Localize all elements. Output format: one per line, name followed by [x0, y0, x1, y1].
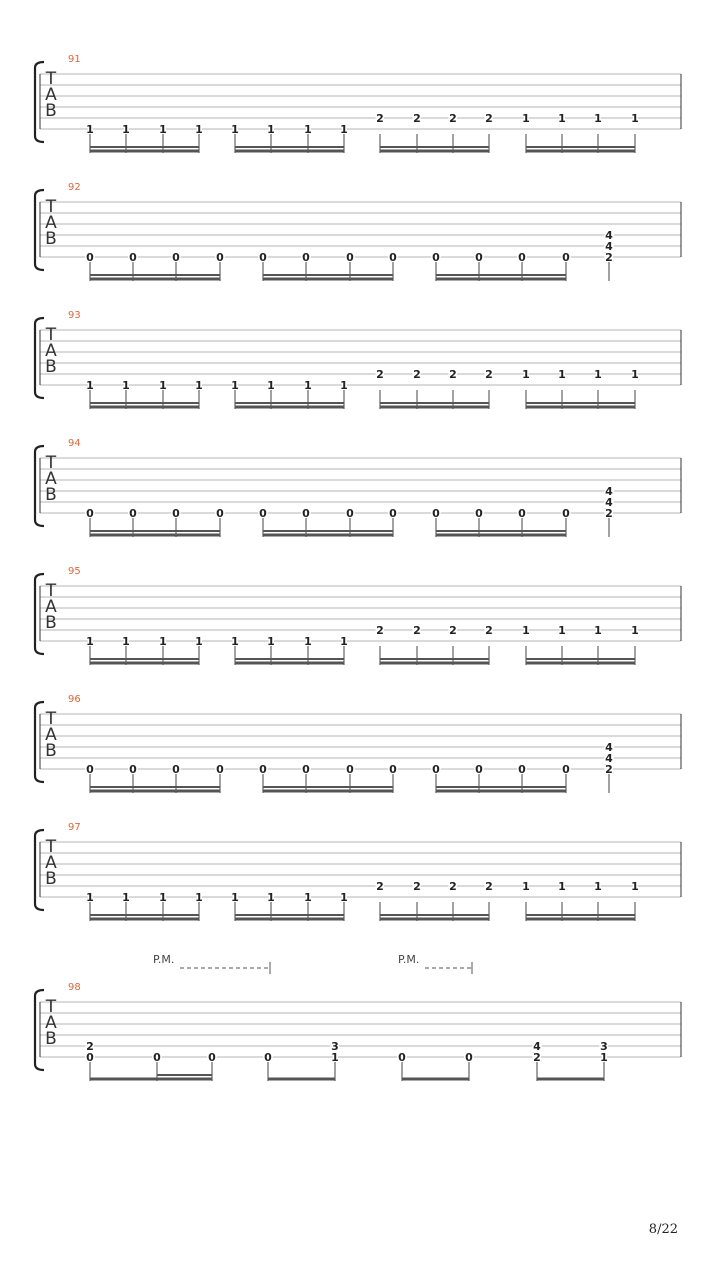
fret-number: 0	[86, 507, 94, 520]
fret-number: 2	[86, 1040, 94, 1053]
fret-number: 2	[376, 880, 384, 893]
fret-number: 0	[475, 507, 483, 520]
measure-number: 94	[68, 438, 81, 449]
fret-number: 1	[558, 368, 566, 381]
tab-clef-letter: T	[45, 709, 57, 729]
fret-number: 2	[376, 624, 384, 637]
fret-number: 1	[522, 880, 530, 893]
tab-clef-letter: A	[45, 597, 57, 617]
fret-number: 0	[302, 763, 310, 776]
fret-number: 4	[533, 1040, 541, 1053]
tab-clef-letter: T	[45, 197, 57, 217]
tab-clef-letter: B	[45, 357, 57, 377]
fret-number: 0	[302, 251, 310, 264]
fret-number: 0	[153, 1051, 161, 1064]
fret-number: 1	[558, 624, 566, 637]
fret-number: 1	[631, 112, 639, 125]
fret-number: 2	[605, 507, 613, 520]
fret-number: 1	[195, 379, 203, 392]
fret-number: 1	[304, 891, 312, 904]
fret-number: 4	[605, 496, 613, 509]
fret-number: 1	[159, 123, 167, 136]
fret-number: 1	[340, 379, 348, 392]
fret-number: 0	[389, 763, 397, 776]
fret-number: 2	[376, 112, 384, 125]
fret-number: 0	[86, 763, 94, 776]
tab-clef-letter: B	[45, 741, 57, 761]
tab-clef-letter: T	[45, 69, 57, 89]
fret-number: 4	[605, 741, 613, 754]
fret-number: 1	[159, 379, 167, 392]
tab-clef-letter: B	[45, 869, 57, 889]
fret-number: 0	[259, 251, 267, 264]
fret-number: 0	[518, 507, 526, 520]
fret-number: 0	[432, 763, 440, 776]
fret-number: 0	[129, 507, 137, 520]
fret-number: 1	[558, 112, 566, 125]
tab-clef-letter: A	[45, 1013, 57, 1033]
fret-number: 0	[346, 507, 354, 520]
fret-number: 1	[86, 379, 94, 392]
fret-number: 2	[413, 368, 421, 381]
fret-number: 1	[231, 123, 239, 136]
fret-number: 2	[413, 880, 421, 893]
fret-number: 1	[331, 1051, 339, 1064]
fret-number: 0	[389, 507, 397, 520]
fret-number: 1	[631, 880, 639, 893]
fret-number: 1	[267, 891, 275, 904]
fret-number: 2	[485, 112, 493, 125]
fret-number: 1	[122, 635, 130, 648]
fret-number: 0	[562, 251, 570, 264]
fret-number: 0	[129, 251, 137, 264]
fret-number: 4	[605, 229, 613, 242]
fret-number: 1	[159, 635, 167, 648]
fret-number: 2	[449, 112, 457, 125]
fret-number: 1	[631, 624, 639, 637]
tab-clef-letter: A	[45, 853, 57, 873]
fret-number: 2	[376, 368, 384, 381]
tab-clef-letter: A	[45, 213, 57, 233]
fret-number: 0	[398, 1051, 406, 1064]
fret-number: 2	[413, 112, 421, 125]
fret-number: 1	[86, 123, 94, 136]
fret-number: 1	[558, 880, 566, 893]
fret-number: 1	[122, 123, 130, 136]
fret-number: 0	[259, 763, 267, 776]
fret-number: 1	[594, 880, 602, 893]
fret-number: 1	[304, 123, 312, 136]
fret-number: 0	[216, 251, 224, 264]
fret-number: 1	[340, 635, 348, 648]
fret-number: 0	[346, 763, 354, 776]
fret-number: 2	[485, 624, 493, 637]
measure-number: 93	[68, 310, 81, 321]
tab-clef-letter: T	[45, 997, 57, 1017]
fret-number: 2	[605, 251, 613, 264]
fret-number: 2	[449, 624, 457, 637]
tab-clef-letter: T	[45, 837, 57, 857]
fret-number: 1	[522, 624, 530, 637]
fret-number: 1	[231, 891, 239, 904]
fret-number: 0	[562, 763, 570, 776]
fret-number: 0	[432, 251, 440, 264]
fret-number: 0	[465, 1051, 473, 1064]
fret-number: 1	[594, 368, 602, 381]
fret-number: 1	[340, 123, 348, 136]
fret-number: 1	[195, 891, 203, 904]
tab-clef-letter: B	[45, 485, 57, 505]
palm-mute-label: P.M.	[153, 953, 175, 966]
fret-number: 0	[302, 507, 310, 520]
palm-mute-label: P.M.	[398, 953, 420, 966]
fret-number: 1	[231, 635, 239, 648]
fret-number: 3	[331, 1040, 339, 1053]
fret-number: 0	[86, 1051, 94, 1064]
fret-number: 1	[231, 379, 239, 392]
fret-number: 2	[605, 763, 613, 776]
tab-clef-letter: T	[45, 453, 57, 473]
fret-number: 1	[159, 891, 167, 904]
tab-clef-letter: B	[45, 1029, 57, 1049]
tab-clef-letter: B	[45, 229, 57, 249]
fret-number: 1	[267, 635, 275, 648]
fret-number: 0	[172, 251, 180, 264]
tab-clef-letter: T	[45, 581, 57, 601]
measure-number: 95	[68, 566, 81, 577]
fret-number: 2	[533, 1051, 541, 1064]
fret-number: 1	[304, 379, 312, 392]
fret-number: 1	[522, 368, 530, 381]
tab-clef-letter: A	[45, 725, 57, 745]
fret-number: 1	[631, 368, 639, 381]
fret-number: 1	[340, 891, 348, 904]
fret-number: 2	[485, 368, 493, 381]
fret-number: 0	[208, 1051, 216, 1064]
tab-clef-letter: A	[45, 85, 57, 105]
fret-number: 1	[594, 112, 602, 125]
fret-number: 2	[449, 368, 457, 381]
fret-number: 0	[172, 507, 180, 520]
fret-number: 1	[594, 624, 602, 637]
tab-clef-letter: A	[45, 341, 57, 361]
tab-clef-letter: A	[45, 469, 57, 489]
fret-number: 1	[267, 123, 275, 136]
fret-number: 1	[267, 379, 275, 392]
tab-clef-letter: B	[45, 101, 57, 121]
fret-number: 0	[562, 507, 570, 520]
fret-number: 0	[216, 507, 224, 520]
tab-clef-letter: T	[45, 325, 57, 345]
measure-number: 97	[68, 822, 81, 833]
fret-number: 0	[86, 251, 94, 264]
fret-number: 1	[522, 112, 530, 125]
fret-number: 0	[475, 251, 483, 264]
fret-number: 2	[449, 880, 457, 893]
fret-number: 0	[346, 251, 354, 264]
measure-number: 96	[68, 694, 81, 705]
fret-number: 4	[605, 485, 613, 498]
fret-number: 1	[195, 635, 203, 648]
fret-number: 1	[122, 379, 130, 392]
fret-number: 1	[600, 1051, 608, 1064]
fret-number: 4	[605, 240, 613, 253]
fret-number: 0	[216, 763, 224, 776]
fret-number: 1	[86, 891, 94, 904]
page-number: 8/22	[648, 1222, 678, 1237]
fret-number: 0	[172, 763, 180, 776]
fret-number: 0	[129, 763, 137, 776]
fret-number: 2	[485, 880, 493, 893]
measure-number: 98	[68, 982, 81, 993]
fret-number: 0	[259, 507, 267, 520]
measure-number: 91	[68, 54, 81, 65]
fret-number: 0	[475, 763, 483, 776]
fret-number: 0	[264, 1051, 272, 1064]
fret-number: 1	[122, 891, 130, 904]
fret-number: 1	[86, 635, 94, 648]
fret-number: 0	[432, 507, 440, 520]
fret-number: 1	[195, 123, 203, 136]
fret-number: 1	[304, 635, 312, 648]
fret-number: 0	[389, 251, 397, 264]
tab-clef-letter: B	[45, 613, 57, 633]
fret-number: 3	[600, 1040, 608, 1053]
fret-number: 0	[518, 763, 526, 776]
fret-number: 4	[605, 752, 613, 765]
fret-number: 2	[413, 624, 421, 637]
fret-number: 0	[518, 251, 526, 264]
measure-number: 92	[68, 182, 81, 193]
